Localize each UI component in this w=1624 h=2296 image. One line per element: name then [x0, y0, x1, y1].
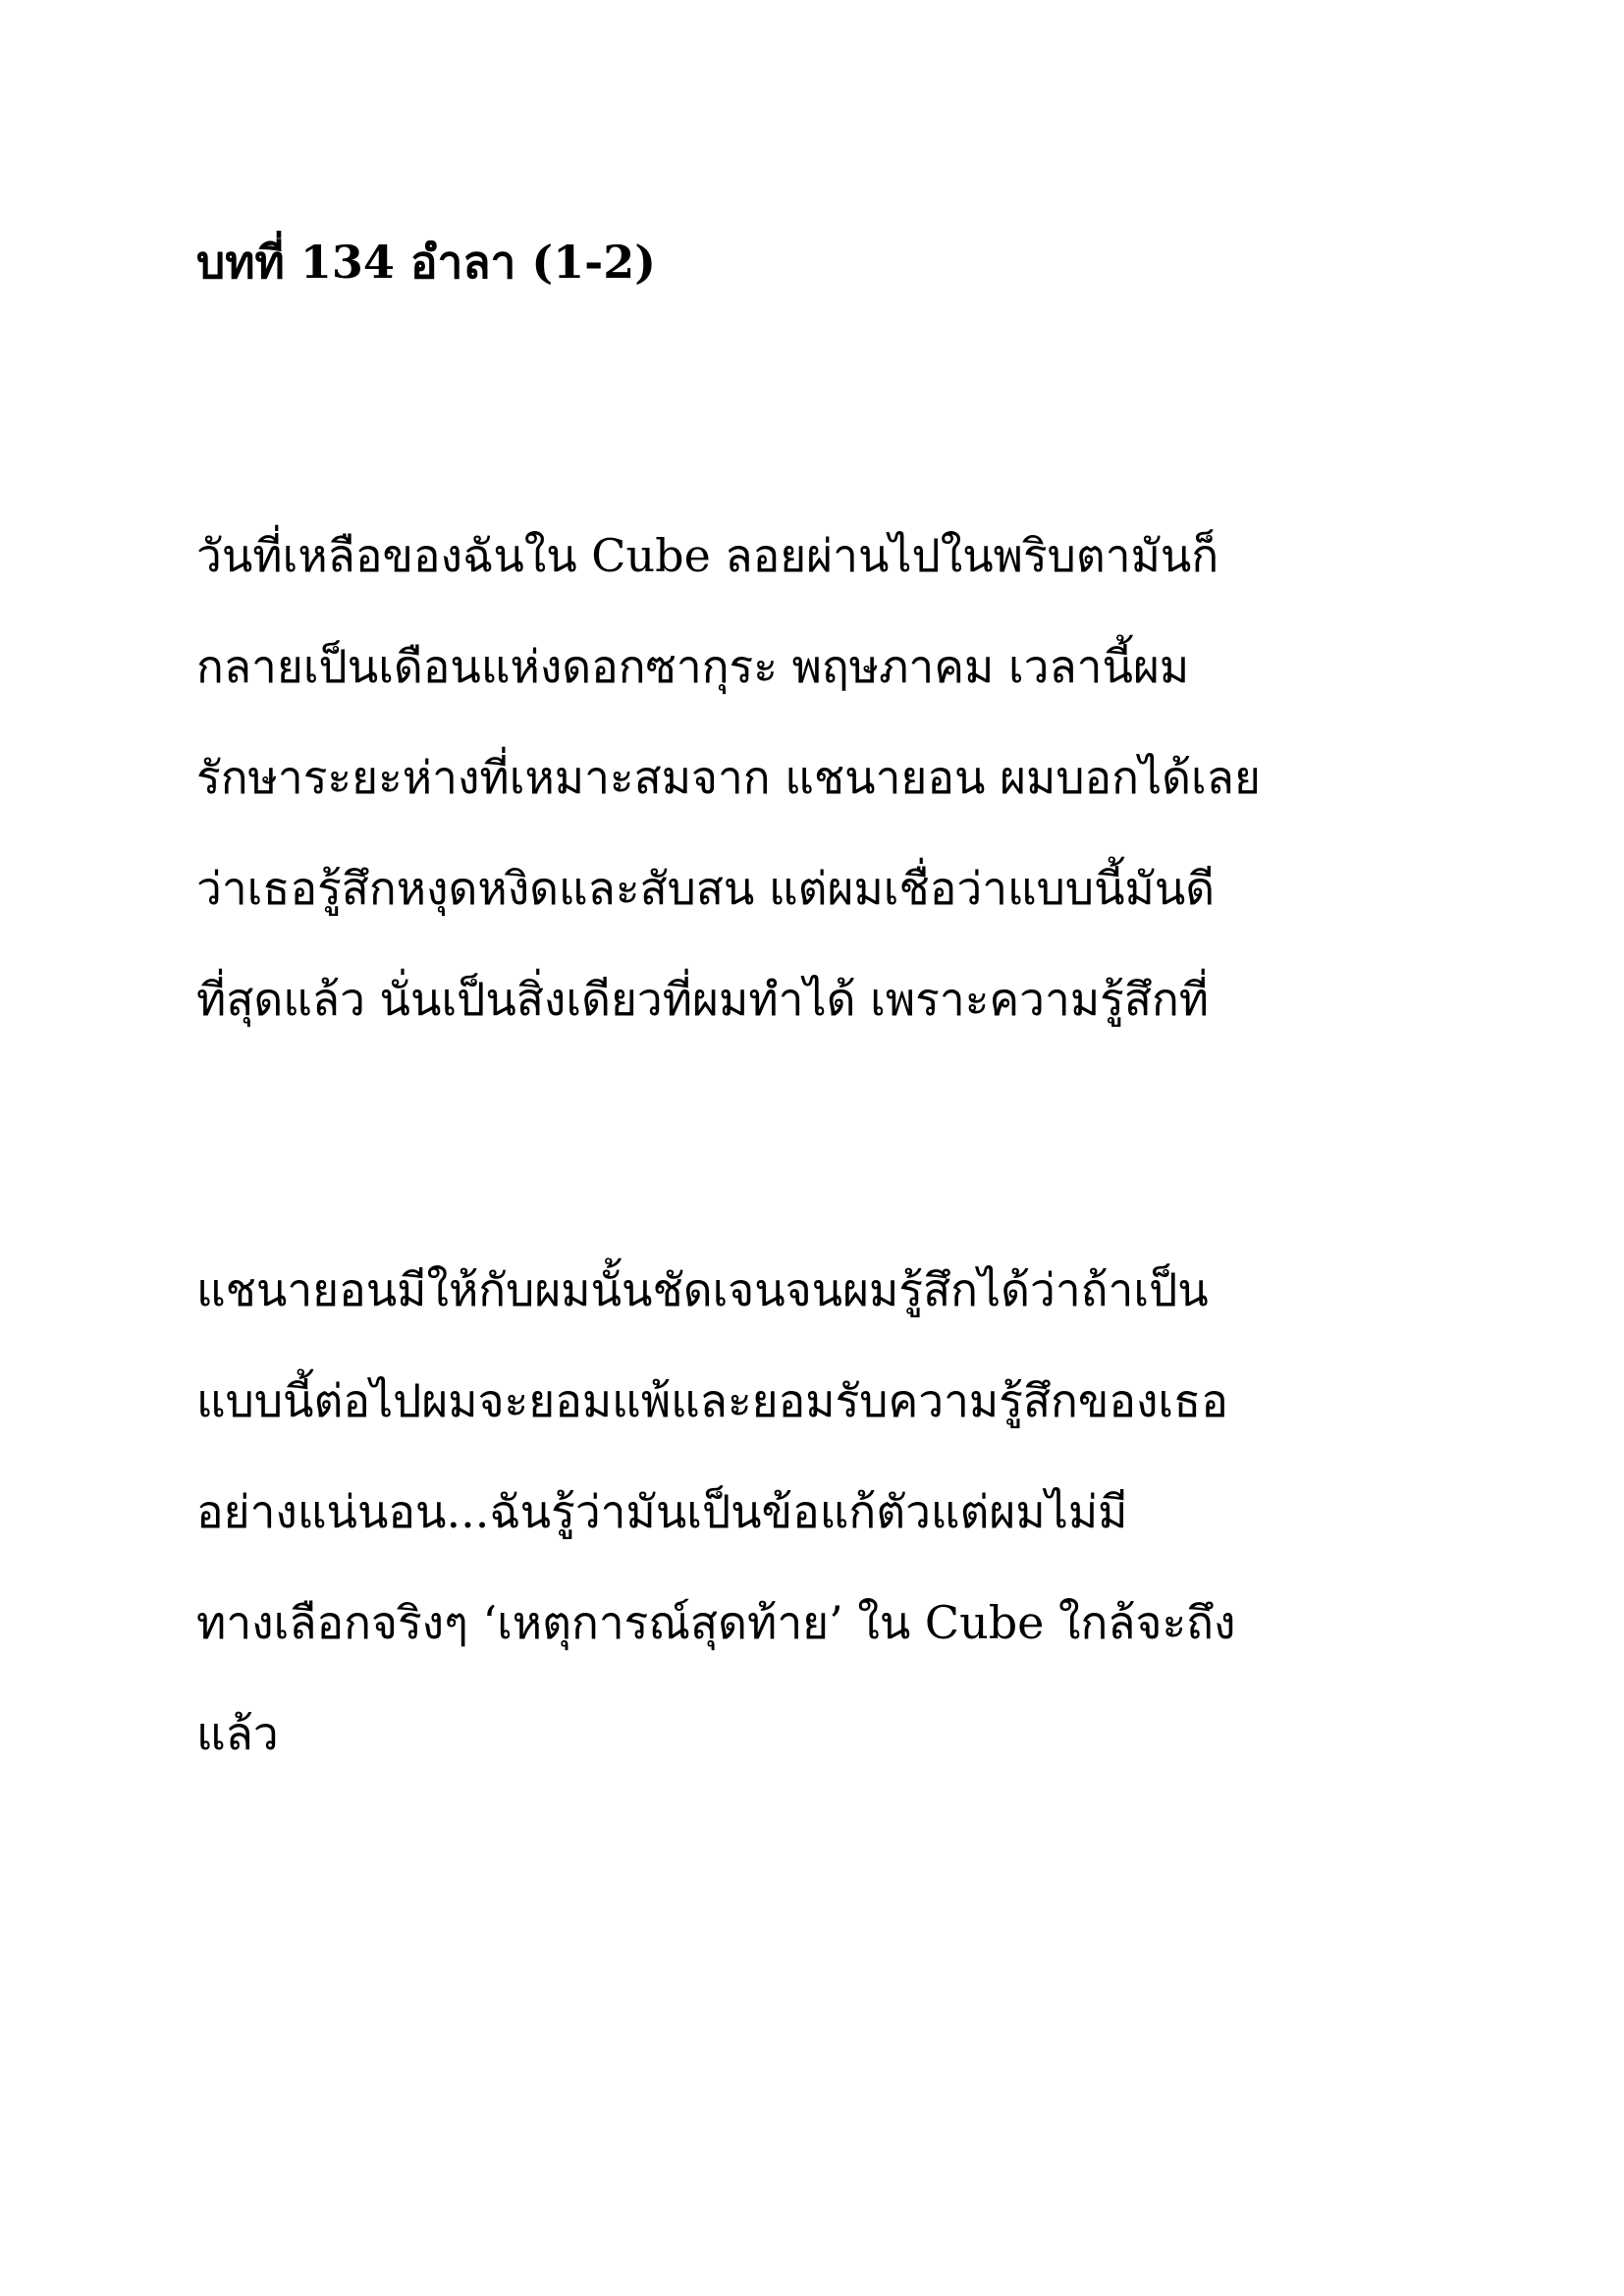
paragraph-2 [196, 1235, 1473, 1789]
text-line: แชนายอนมีให้กับผมนั้นชัดเจนจนผมรู้สึกได้ว่าถ้าเป็น [196, 1263, 1209, 1316]
text-line: รักษาระยะห่างที่เหมาะสมจาก แชนายอน ผมบอกได้เลย [196, 751, 1261, 804]
text-line: อย่างแน่นอน...ฉันรู้ว่ามันเป็นข้อแก้ตัวแต่ผมไม่มี [196, 1485, 1128, 1538]
text-line: ที่สุดแล้ว นั่นเป็นสิ่งเดียวที่ผมทำได้ เพราะความรู้สึกที่ [196, 973, 1210, 1026]
text-line: ทางเลือกจริงๆ ‘เหตุการณ์สุดท้าย’ ใน Cube ใกล้จะถึง [196, 1596, 1236, 1649]
text-line: แล้ว [196, 1707, 279, 1760]
text-line: แบบนี้ต่อไปผมจะยอมแพ้และยอมรับความรู้สึกของเธอ [196, 1374, 1228, 1427]
paragraph-1 [196, 501, 1473, 1055]
text-line: วันที่เหลือของฉันใน Cube ลอยผ่านไปในพริบตามันก็ [196, 529, 1219, 582]
text-line: ว่าเธอรู้สึกหงุดหงิดและสับสน แต่ผมเชื่อว่าแบบนี้มันดี [196, 862, 1216, 915]
text-line: กลายเป็นเดือนแห่งดอกซากุระ พฤษภาคม เวลานี้ผม [196, 640, 1190, 693]
chapter-title: บทที่ 134 อำลา (1-2) [196, 236, 657, 289]
